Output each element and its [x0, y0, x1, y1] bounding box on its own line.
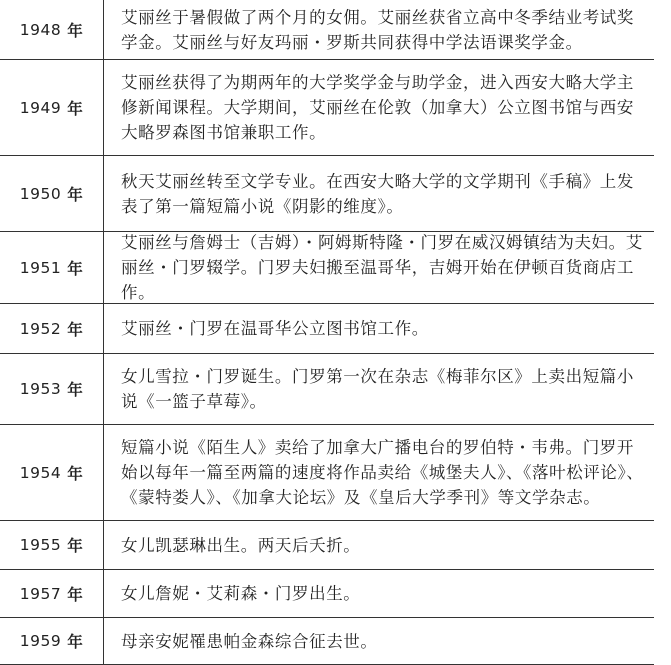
event-text: 艾丽丝与詹姆士（吉姆）・阿姆斯特隆・门罗在威汉姆镇结为夫妇。艾丽丝・门罗辍学。门罗夫妇搬至温哥华，吉姆开始在伊顿百货商店工作。 [121, 233, 643, 302]
year-cell [0, 425, 104, 520]
year-unit: 年 [67, 633, 84, 651]
year-number: 1951 [19, 258, 62, 277]
year-number: 1949 [19, 98, 62, 117]
timeline-row-1951 [0, 232, 654, 304]
year-cell [0, 354, 104, 424]
event-cell [121, 232, 648, 303]
year-unit: 年 [67, 585, 84, 604]
year-number: 1953 [19, 380, 62, 398]
timeline-row-1959 [0, 618, 654, 665]
event-cell [121, 425, 648, 520]
event-text: 艾丽丝获得了为期两年的大学奖学金与助学金，进入西安大略大学主修新闻课程。大学期间，艾丽丝在伦敦（加拿大）公立图书馆与西安大略罗森图书馆兼职工作。 [121, 73, 634, 142]
year-cell [0, 0, 104, 59]
year-number: 1948 [19, 20, 62, 39]
event-cell [121, 521, 648, 569]
year-cell [0, 232, 104, 303]
year-number: 1959 [19, 632, 62, 650]
year-unit: 年 [67, 185, 84, 204]
event-cell [121, 618, 648, 664]
timeline-row-1948 [0, 0, 654, 60]
timeline-row-1950 [0, 156, 654, 232]
event-text: 女儿詹妮・艾莉森・门罗出生。 [121, 584, 361, 603]
event-cell [121, 354, 648, 424]
event-text: 艾丽丝・门罗在温哥华公立图书馆工作。 [121, 319, 429, 338]
year-unit: 年 [67, 464, 84, 483]
timeline-row-1955 [0, 521, 654, 570]
year-unit: 年 [67, 381, 84, 399]
timeline-row-1954 [0, 425, 654, 521]
year-unit: 年 [67, 21, 84, 40]
year-cell [0, 521, 104, 569]
year-number: 1954 [19, 463, 62, 482]
event-cell [121, 570, 648, 617]
event-cell [121, 156, 648, 231]
year-number: 1955 [19, 536, 62, 554]
event-text: 女儿凯瑟琳出生。两天后夭折。 [121, 535, 361, 555]
year-number: 1952 [19, 319, 62, 338]
year-unit: 年 [67, 259, 84, 278]
year-unit: 年 [67, 99, 84, 118]
event-text: 母亲安妮罹患帕金森综合征去世。 [121, 631, 378, 651]
timeline-row-1952 [0, 304, 654, 354]
event-text: 艾丽丝于暑假做了两个月的女佣。艾丽丝获省立高中冬季结业考试奖学金。艾丽丝与好友玛丽・罗斯共同获得中学法语课奖学金。 [121, 7, 634, 52]
year-number: 1950 [19, 184, 62, 203]
year-cell [0, 60, 104, 155]
timeline-row-1953 [0, 354, 654, 425]
event-text: 秋天艾丽丝转至文学专业。在西安大略大学的文学期刊《手稿》上发表了第一篇短篇小说《阴影的维度》。 [121, 171, 634, 216]
year-cell [0, 156, 104, 231]
year-cell [0, 570, 104, 617]
year-cell [0, 618, 104, 664]
event-cell [121, 304, 648, 353]
year-unit: 年 [67, 537, 84, 555]
event-text: 女儿雪拉・门罗诞生。门罗第一次在杂志《梅菲尔区》上卖出短篇小说《一篮子草莓》。 [121, 367, 634, 411]
timeline-row-1957 [0, 570, 654, 618]
event-text: 短篇小说《陌生人》卖给了加拿大广播电台的罗伯特・韦弗。门罗开始以每年一篇至两篇的速度将作品卖给《城堡夫人》、《落叶松评论》、《蒙特娄人》、《加拿大论坛》及《皇后大学季刊》等文学杂志。 [121, 438, 644, 507]
event-cell [121, 60, 648, 155]
year-cell [0, 304, 104, 353]
year-unit: 年 [67, 320, 84, 339]
timeline-row-1949 [0, 60, 654, 156]
event-cell [121, 0, 648, 59]
year-number: 1957 [19, 584, 62, 603]
